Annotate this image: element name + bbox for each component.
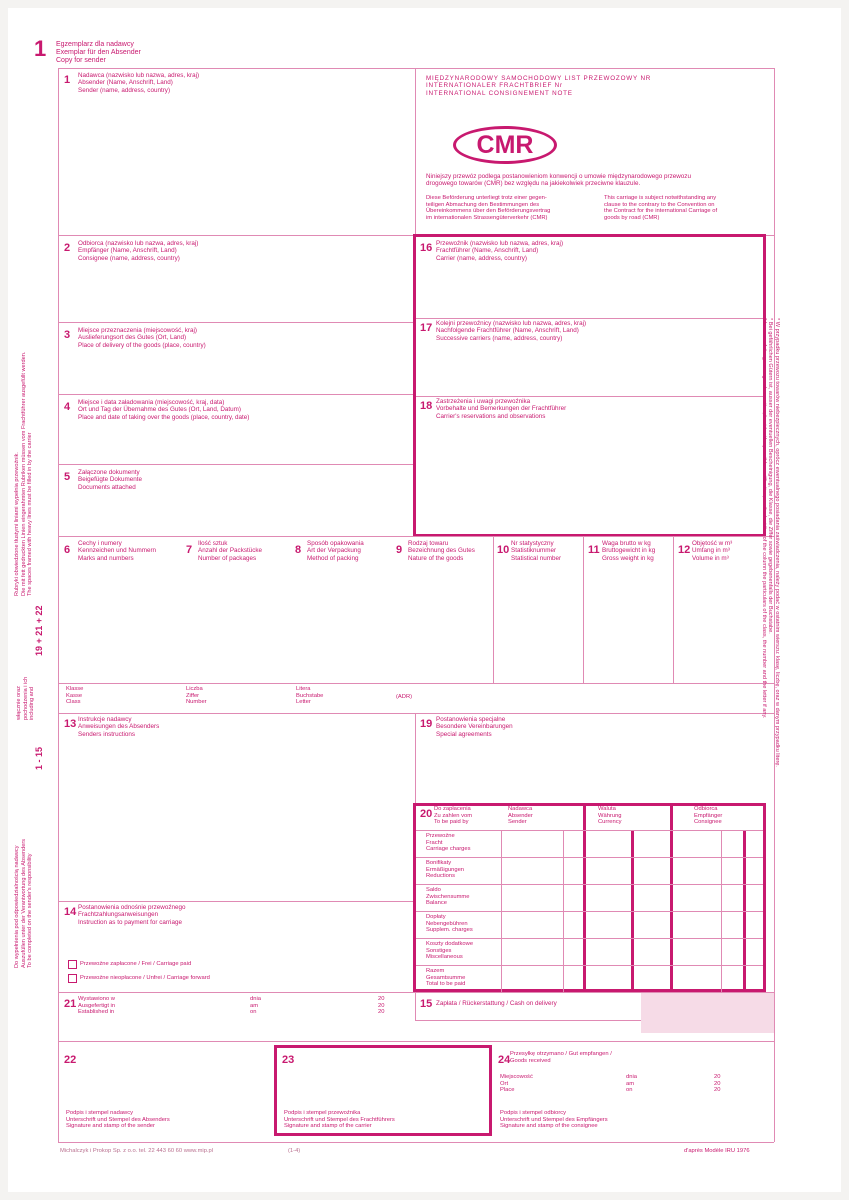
carriage-forward-checkbox[interactable] xyxy=(68,974,77,983)
field-6-number: 6 xyxy=(64,544,71,556)
field-6-marks-label: Cechy i numery Kennzeichen und Nummern Marks and numbers xyxy=(78,540,157,562)
field-3-number: 3 xyxy=(64,329,71,341)
side-fields-1-15: 1 - 15 xyxy=(34,746,44,770)
publisher-imprint: Michalczyk i Prokop Sp. z o.o. tel. 22 443 60 60 www.mip.pl xyxy=(60,1148,214,1154)
field-24-date-label: dnia am on xyxy=(626,1074,637,1094)
consignee-signature-label: Podpis i stempel odbiorcy Unterschrift und Stempel des Empfängers Signature and stamp of the consignee xyxy=(500,1110,608,1130)
field-11-weight-label: Waga brutto w kg Bruttogewicht in kg Gross weight in kg xyxy=(602,540,656,562)
charges-row-carriage: Przewoźne Fracht Carriage charges xyxy=(426,833,471,853)
field-13-number: 13 xyxy=(64,718,77,730)
form-code: (1-4) xyxy=(288,1148,301,1154)
field-12-number: 12 xyxy=(678,544,691,556)
field-11-number: 11 xyxy=(588,544,600,556)
convention-note-de: Diese Beförderung unterliegt trotz einer gegen- teiligen Abmachung den Bestimmungen des Übereinkommens über den Beförderungsvertrag im internationalen Strassengüterverkehr (CMR) xyxy=(426,195,551,221)
field-14-payment-label: Postanowienia odnośnie przewoźnego Frachtzahlungsanweisungen Instruction as to payment for carriage xyxy=(78,904,186,926)
side-note-sender: Do wypełnienia pod odpowiedzialnością nadawcy Auszufüllen unter der Verantwortung des Absenders To be completed on the sender's responsibility xyxy=(14,838,33,968)
sender-column-label: Nadawca Absender Sender xyxy=(508,806,533,826)
field-4-takingover-label: Miejsce i data załadowania (miejscowość, kraj, data) Ort und Tag der Übernahme des Gutes (Ort, Land, Datum) Place and date of taking over the goods (place, country, date) xyxy=(78,399,250,421)
field-21-established-label: Wystawiono w Ausgefertigt in Established in xyxy=(78,996,116,1016)
charges-row-balance: Saldo Zwischensumme Balance xyxy=(426,887,470,907)
field-21-date-label: dnia am on xyxy=(250,996,261,1016)
field-20-number: 20 xyxy=(420,808,433,820)
field-24-place-label: Miejscowość Ort Place xyxy=(500,1074,533,1094)
field-8-number: 8 xyxy=(295,544,302,556)
field-16-carrier-label: Przewoźnik (nazwisko lub nazwa, adres, kraj) Frachtführer (Name, Anschrift, Land) Carrier (name, address, country) xyxy=(436,240,564,262)
field-10-number: 10 xyxy=(497,544,510,556)
copy-number: 1 xyxy=(34,36,47,61)
field-18-reservations-label: Zastrzeżenia i uwagi przewoźnika Vorbehalte und Bemerkungen der Frachtführer Carrier's reservations and observations xyxy=(436,398,567,420)
field-18-number: 18 xyxy=(420,400,433,412)
adr-letter-label: Litera Buchstabe Letter xyxy=(296,686,324,706)
field-22-number: 22 xyxy=(64,1054,77,1066)
carriage-forward-label: Przewoźne nieopłacone / Unfrei / Carriage forward xyxy=(80,975,210,981)
field-8-packing-label: Sposób opakowania Art der Verpackung Method of packing xyxy=(307,540,364,562)
charges-row-misc: Koszty dodatkowe Sonstiges Miscellaneous xyxy=(426,941,474,961)
field-5-number: 5 xyxy=(64,471,71,483)
cmr-form-sheet xyxy=(8,8,841,1192)
charges-row-supplements: Dopłaty Nebengebühren Supplem. charges xyxy=(426,914,473,934)
consignee-column-label: Odbiorca Empfänger Consignee xyxy=(694,806,723,826)
field-5-documents-label: Załączone dokumenty Beigefügte Dokumente Documents attached xyxy=(78,469,143,491)
field-23-number: 23 xyxy=(282,1054,295,1066)
carriage-paid-label: Przewoźne zapłacone / Frei / Carriage paid xyxy=(80,961,192,967)
field-19-number: 19 xyxy=(420,718,433,730)
copy-label: Egzemplarz dla nadawcy Exemplar für den Absender Copy for sender xyxy=(56,41,141,64)
field-21-number: 21 xyxy=(64,998,77,1010)
convention-note-pl: Niniejszy przewóz podlega postanowieniom konwencji o umowie międzynarodowego przewozu drogowego towarów (CMR) bez względu na jakiekolwiek przeciwne klauzule. xyxy=(426,173,691,188)
side-fields-19-21-22: 19 + 21 + 22 xyxy=(34,605,44,656)
field-9-number: 9 xyxy=(396,544,403,556)
currency-column-label: Waluta Währung Currency xyxy=(598,806,622,826)
field-13-instructions-label: Instrukcje nadawcy Anweisungen des Absenders Senders instructions xyxy=(78,716,160,738)
field-19-special-label: Postanowienia specjalne Besondere Vereinbarungen Special agreements xyxy=(436,716,513,738)
field-24-year-label: 20 20 20 xyxy=(714,1074,721,1094)
field-1-number: 1 xyxy=(64,74,71,86)
field-3-delivery-label: Miejsce przeznaczenia (miejscowość, kraj) Auslieferungsort des Gutes (Ort, Land) Place of delivery of the goods (place, country) xyxy=(78,327,206,349)
field-1-sender-label: Nadawca (nazwisko lub nazwa, adres, kraj) Absender (Name, Anschrift, Land) Sender (name, address, country) xyxy=(78,72,200,94)
sender-signature-label: Podpis i stempel nadawcy Unterschrift und Stempel des Absenders Signature and stamp of the sender xyxy=(66,1110,170,1130)
cmr-logo: CMR xyxy=(453,126,557,164)
adr-class-label: Klasse Kasse Class xyxy=(66,686,84,706)
field-21-year-label: 20 20 20 xyxy=(378,996,385,1016)
field-9-nature-label: Rodzaj towaru Bezeichnung des Gutes Nature of the goods xyxy=(408,540,475,562)
field-14-number: 14 xyxy=(64,906,77,918)
field-2-consignee-label: Odbiorca (nazwisko lub nazwa, adres, kraj) Empfänger (Name, Anschrift, Land) Consignee (name, address, country) xyxy=(78,240,199,262)
field-24-number: 24 xyxy=(498,1054,511,1066)
adr-mark: (ADR) xyxy=(396,694,413,700)
side-note-dangerous-goods: * W przypadku przewozu towarów niebezpiecznych, oprócz ewentualnego posiadania zaświadczenia, należy podać w ostatnim wierszu: klasę, liczbę, oraz w danym przypadku literę. * Bei gefährlichen Gütern ist, ausser der eventuellen Bescheinigung, die Klasse, die Ziffer sowie gegebenenfalls der Buchstabe. * In case of dangerous goods mention, besides the possible certification, on the last line of the column the particulars of the class, the number and the letter if any. xyxy=(761,318,780,767)
field-2-number: 2 xyxy=(64,242,71,254)
goods-received-label: Przesyłkę otrzymano / Gut empfangen / Goods received xyxy=(510,1051,612,1064)
field-4-number: 4 xyxy=(64,401,71,413)
shaded-area xyxy=(641,993,774,1033)
field-15-cod-label: Zapłata / Rückerstattung / Cash on delivery xyxy=(436,1000,557,1007)
carrier-signature-label: Podpis i stempel przewoźnika Unterschrift und Stempel des Frachtführers Signature and stamp of the carrier xyxy=(284,1110,395,1130)
field-7-number: 7 xyxy=(186,544,193,556)
to-be-paid-by-label: Do zapłacenia Zu zahlen vom To be paid by xyxy=(434,806,473,826)
field-12-volume-label: Objętość w m³ Umfang in m³ Volume in m³ xyxy=(692,540,733,562)
adr-number-label: Liczba Ziffer Number xyxy=(186,686,207,706)
charges-row-total: Razem Gesamtsumme Total to be paid xyxy=(426,968,466,988)
convention-note-en: This carriage is subject notwithstanding any clause to the contrary to the Convention on the Contract for the international Carriage of goods by road (CMR) xyxy=(604,195,718,221)
carriage-paid-checkbox[interactable] xyxy=(68,960,77,969)
document-title: MIĘDZYNARODOWY SAMOCHODOWY LIST PRZEWOZOWY NR INTERNATIONALER FRACHTBRIEF Nr INTERNATIONAL CONSIGNEMENT NOTE xyxy=(426,75,652,97)
side-note-carrier: Rubryki obwiedzione tłustymi liniami wypełnia przewoźnik. Die mit fett gedruckten Linien eingerahmten Rubriken müssen vom Frachtführer ausgefüllt werden. The spaces framed with heavy lines must be filled in by the carrier xyxy=(14,351,33,596)
iru-model-note: d'après Modèle IRU 1976 xyxy=(684,1148,750,1154)
charges-row-reductions: Bonifikaty Ermäßigungen Reductions xyxy=(426,860,465,880)
field-15-number: 15 xyxy=(420,998,433,1010)
field-7-packages-label: Ilość sztuk Anzahl der Packstücke Number of packages xyxy=(198,540,263,562)
field-17-successive-label: Kolejni przewoźnicy (nazwisko lub nazwa, adres, kraj) Nachfolgende Frachtführer (Name, Anschrift, Land) Successive carriers (name, address, country) xyxy=(436,320,587,342)
field-17-number: 17 xyxy=(420,322,433,334)
field-16-number: 16 xyxy=(420,242,433,254)
side-note-including: włącznie oraz pochodzenia i ich including and xyxy=(16,676,35,720)
carrier-box xyxy=(413,234,766,537)
field-10-statistical-label: Nr statystyczny Statistiknummer Statistical number xyxy=(511,540,562,562)
